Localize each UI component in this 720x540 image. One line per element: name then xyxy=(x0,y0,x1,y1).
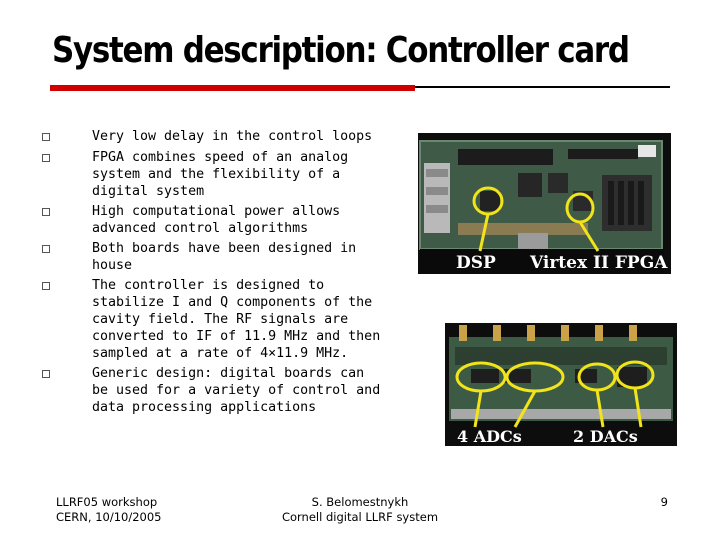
page-number: 9 xyxy=(660,495,668,509)
fpga-label: Virtex II FPGA xyxy=(530,253,668,273)
bullet-text: High computational power allows advanced control algorithms xyxy=(92,204,341,236)
dsp-label: DSP xyxy=(456,253,496,273)
adcs-label: 4 ADCs xyxy=(457,427,522,446)
bullet-item xyxy=(36,277,381,362)
footer-event: LLRF05 workshop xyxy=(56,495,158,509)
footer-center xyxy=(260,495,460,525)
adc-dac-board-photo xyxy=(445,323,677,446)
bullet-text: FPGA combines speed of an analog system and the flexibility of a digital system xyxy=(92,150,349,199)
bullet-text: The controller is designed to stabilize I and Q components of the cavity field. The RF signals are converted to IF of 11.9 MHz and then sampled at a rate of 4×11.9 MHz. xyxy=(92,278,381,361)
bullet-text: Both boards have been designed in house xyxy=(92,241,357,273)
title-underline-red xyxy=(50,85,415,91)
bullet-list xyxy=(36,128,381,416)
square-bullet-icon xyxy=(42,154,50,162)
footer-affiliation: Cornell digital LLRF system xyxy=(281,510,439,524)
title-underline-black xyxy=(415,86,670,88)
bullet-item xyxy=(36,128,381,145)
footer-location-date: CERN, 10/10/2005 xyxy=(56,510,162,524)
bullet-item xyxy=(36,365,381,416)
footer-author: S. Belomestnykh xyxy=(311,495,409,509)
square-bullet-icon xyxy=(42,208,50,216)
square-bullet-icon xyxy=(42,282,50,290)
square-bullet-icon xyxy=(42,245,50,253)
footer-left xyxy=(56,495,161,525)
bullet-text: Very low delay in the control loops xyxy=(92,129,373,144)
dacs-label: 2 DACs xyxy=(573,427,638,446)
square-bullet-icon xyxy=(42,370,50,378)
bullet-item xyxy=(36,240,381,274)
controller-board-photo xyxy=(418,133,671,274)
square-bullet-icon xyxy=(42,133,50,141)
bullet-item xyxy=(36,203,381,237)
bullet-item xyxy=(36,149,381,200)
bullet-text: Generic design: digital boards can be used for a variety of control and data processing applications xyxy=(92,366,381,415)
slide-title: System description: Controller card xyxy=(52,30,629,71)
